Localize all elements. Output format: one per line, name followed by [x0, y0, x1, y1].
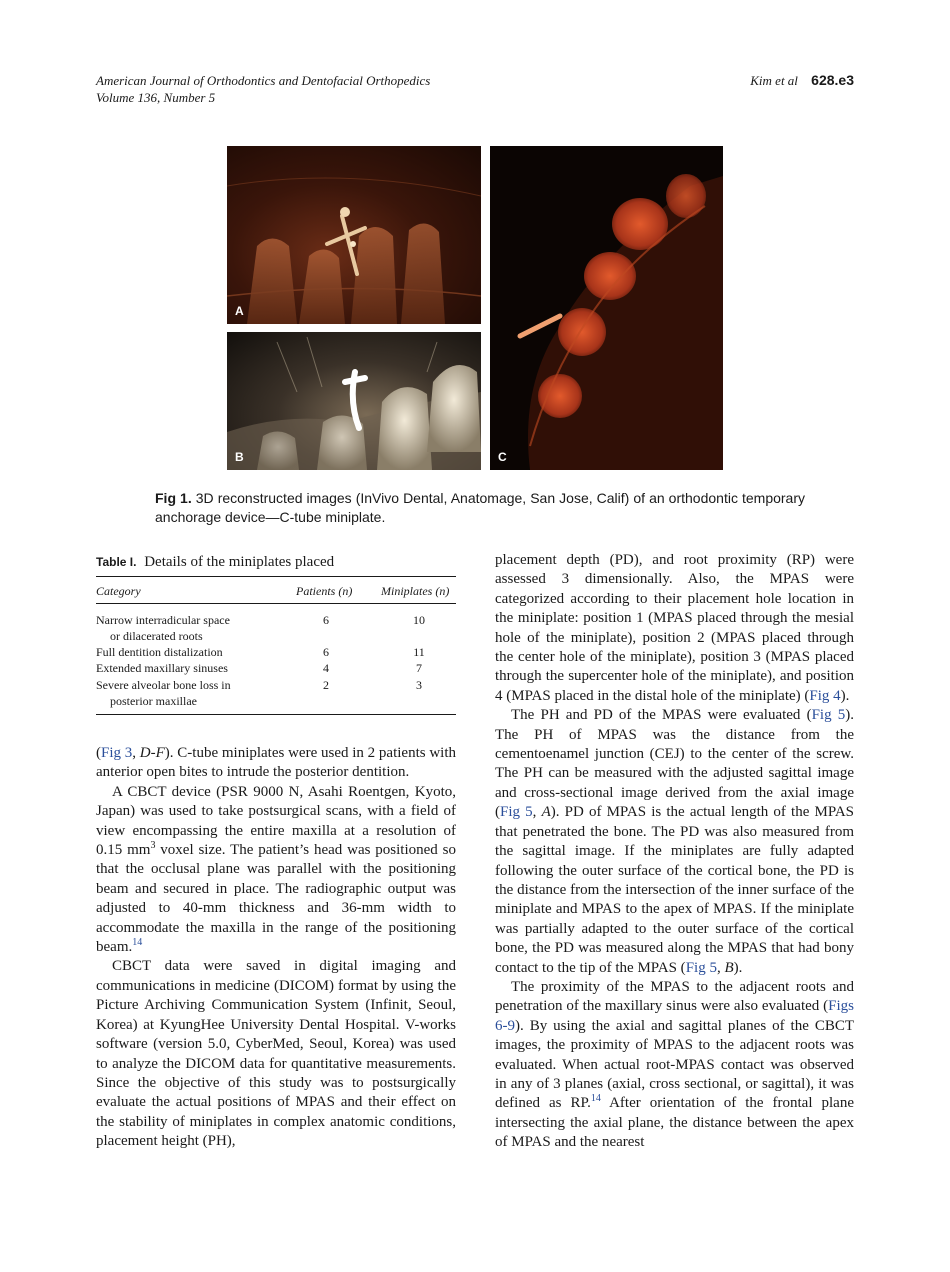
table-header-rule [96, 603, 456, 604]
table-bottom-rule [96, 714, 456, 715]
table-cell-category: Extended maxillary sinuses [96, 661, 228, 675]
figure-link[interactable]: Fig 5 [500, 804, 533, 821]
figure-link[interactable]: Fig 3 [101, 745, 133, 761]
table-cell-miniplates: 10 [413, 613, 425, 627]
figure-link[interactable]: Figs 6-9 [495, 998, 854, 1034]
paragraph-text: ). PD of MPAS is the actual length of the MPAS that penetrated the bone. The PD was also measured from the sagittal image. If the miniplates are fully adapted following the outer surface of the cortical bone, the PD is the distance from the intersection of the inner surface of the miniplate and MPAS to the apex of MPAS. If the miniplate was partially adapted to the outer surface of the cortical bone, the PD was measured along the MPAS that had bony contact to the tip of the MPAS ( [495, 804, 855, 976]
paragraph: (Fig 3, D-F). C-tube miniplates were used in 2 patients with anterior open bites to intrude the posterior dentition. [96, 745, 456, 781]
figure-link-detail: D-F [139, 745, 165, 761]
reference-link[interactable]: 14 [132, 937, 143, 949]
figure-link[interactable]: Fig 5 [811, 707, 846, 724]
paragraph-text: A CBCT device (PSR 9000 N, Asahi Roentgen, Kyoto, Japan) was used to take postsurgical scans, with a field of view encompassing the entire maxilla at a resolution of 0.15 mm [96, 783, 456, 859]
figure-panel-c [490, 146, 723, 470]
superscript: 3 [150, 840, 156, 852]
table-label: Table I. [96, 555, 137, 569]
table-title [96, 554, 334, 571]
table-cell-patients: 4 [323, 661, 329, 675]
figure-link[interactable]: Fig 4 [809, 687, 841, 704]
figure-link-detail: A [541, 804, 551, 821]
table-top-rule [96, 576, 456, 577]
table-header-miniplates: Miniplates (n) [381, 584, 450, 598]
figure-link-detail: B [724, 959, 734, 976]
reference-link[interactable]: 14 [590, 1093, 601, 1105]
table-header-patients: Patients (n) [296, 584, 353, 598]
author-running-head: Kim et al [750, 73, 798, 88]
table-caption: Details of the miniplates placed [144, 554, 335, 570]
paragraph-text: The PH and PD of the MPAS were evaluated ( [511, 707, 812, 724]
table-cell-patients: 2 [323, 678, 329, 692]
paragraph-text: The proximity of the MPAS to the adjacent roots and penetration of the maxillary sinus were also evaluated ( [495, 978, 854, 1015]
running-header-right [750, 72, 854, 89]
table-cell-patients: 6 [323, 645, 329, 659]
panel-c-label: C [498, 450, 507, 464]
paragraph [495, 978, 854, 1153]
paragraph-text: ). C-tube miniplates were used in 2 patients with anterior open bites to intrude the posterior dentition. [96, 745, 456, 781]
running-header-left [96, 72, 430, 106]
figure-caption-text: 3D reconstructed images (InVivo Dental, Anatomage, San Jose, Calif) of an orthodontic temporary anchorage device—C-tube miniplate. [155, 490, 806, 525]
table-cell-category-cont: posterior maxillae [110, 694, 197, 708]
table-cell-category: Full dentition distalization [96, 645, 223, 659]
paragraph: CBCT data were saved in digital imaging and communications in medicine (DICOM) format by using the Picture Archiving Communication System (Infinit, Seoul, Korea) at KyungHee University Dental Hospital. V-works software (version 5.0, CyberMed, Seoul, Korea) was used to analyze the DICOM data for quantitative measurements. Since the objective of this study was to postsurgically evaluate the actual positions of MPAS and their effect on the stability of miniplates in complex anatomic conditions, placement height (PH), [96, 958, 456, 1150]
panel-a-label: A [235, 304, 244, 318]
figure-caption-label: Fig 1. [155, 490, 192, 506]
cbct-reconstruction-c-image [490, 146, 723, 470]
table-cell-category: Severe alveolar bone loss in [96, 678, 231, 692]
paragraph-text: voxel size. The patient’s head was positioned so that the occlusal plane was parallel with the positioning beam and secured in place. The radiographic output was adjusted to 40-mm thickness and 36-mm width to accommodate the maxilla in the range of the positioning beam. [96, 842, 456, 956]
figure-panel-a [227, 146, 481, 324]
paragraph-text: ). The PH of MPAS was the distance from the cementoenamel junction (CEJ) to the center of the screw. The PH can be measured with the adjusted sagittal image and cross-sectional image derived from the axial image ( [495, 707, 855, 821]
figure-panel-b [227, 332, 481, 470]
page-number: 628.e3 [811, 72, 854, 88]
cbct-reconstruction-b-image [227, 332, 481, 470]
table-row [96, 660, 286, 676]
table-header-category: Category [96, 584, 141, 598]
figure-caption [155, 489, 805, 527]
table-cell-category-cont: or dilacerated roots [110, 629, 203, 643]
table-cell-miniplates: 7 [416, 661, 422, 675]
journal-name: American Journal of Orthodontics and Dentofacial Orthopedics [96, 73, 431, 88]
table-cell-patients: 6 [323, 613, 329, 627]
table-row [96, 612, 286, 644]
paragraph: The PH and PD of the MPAS were evaluated (Fig 5). The PH of MPAS was the distance from the cementoenamel junction (CEJ) to the center of the screw. The PH can be measured with the adjusted sagittal image and cross-sectional image derived from the axial image (Fig 5, A). PD of MPAS is the actual length of the MPAS that penetrated the bone. The PD was also measured from the sagittal image. If the miniplates are fully adapted following the outer surface of the cortical bone, the PD is the distance from the intersection of the inner surface of the miniplate and MPAS to the apex of MPAS. If the miniplate was partially adapted to the outer surface of the cortical bone, the PD was measured along the MPAS that had bony contact to the tip of the MPAS (Fig 5, B). [495, 707, 855, 976]
table-cell-category: Narrow interradicular space [96, 613, 230, 627]
paragraph: placement depth (PD), and root proximity (RP) were assessed 3 dimensionally. Also, the MPAS were categorized according to their placement hole location in the miniplate: position 1 (MPAS placed through the mesial hole of the miniplate), position 2 (MPAS placed through the center hole of the miniplate), position 3 (MPAS placed through the supercenter hole of the miniplate), and position 4 (MPAS placed in the distal hole of the miniplate) (Fig 4). [495, 552, 854, 704]
table-row [96, 677, 286, 709]
paragraph-text: placement depth (PD), and root proximity (RP) were assessed 3 dimensionally. Also, the MPAS were categorized according to their placement hole location in the miniplate: position 1 (MPAS placed through the mesial hole of the miniplate), position 2 (MPAS placed through the center hole of the miniplate), position 3 (MPAS placed through the supercenter hole of the miniplate), and position 4 (MPAS placed in the distal hole of the miniplate) ( [495, 552, 854, 704]
body-column-left [96, 744, 456, 1152]
cbct-reconstruction-a-image [227, 146, 481, 324]
paragraph-text: ). By using the axial and sagittal planes of the CBCT images, the proximity of MPAS to the adjacent roots was evaluated. When actual root-MPAS contact was observed in any of 3 planes (axial, cross sectional, or sagittal), it was defined as RP. [495, 1017, 854, 1112]
volume-info: Volume 136, Number 5 [96, 90, 216, 105]
figure-link[interactable]: Fig 5 [685, 959, 717, 976]
table-cell-miniplates: 11 [413, 645, 425, 659]
paragraph-text: After orientation of the frontal plane intersecting the axial plane, the distance between the apex of MPAS and the nearest [495, 1095, 854, 1151]
table-cell-miniplates: 3 [416, 678, 422, 692]
panel-b-label: B [235, 450, 244, 464]
table-row [96, 644, 286, 660]
body-column-right [495, 551, 854, 1153]
paragraph [96, 783, 456, 958]
